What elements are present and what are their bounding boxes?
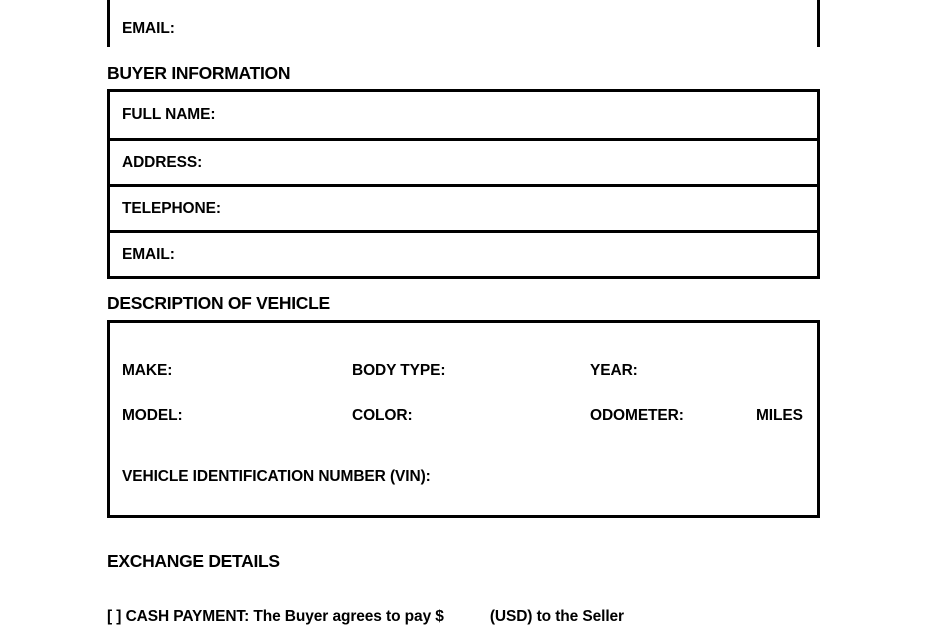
document-page	[107, 0, 820, 625]
vehicle-color-label: COLOR:	[352, 407, 413, 424]
buyer-information-heading: BUYER INFORMATION	[107, 63, 291, 83]
cash-payment-text-before: CASH PAYMENT: The Buyer agrees to pay $	[125, 608, 444, 625]
cash-payment-checkbox[interactable]: [ ]	[107, 608, 122, 625]
vehicle-make-label: MAKE:	[122, 362, 173, 379]
field-row-seller-email[interactable]	[110, 0, 817, 47]
buyer-full-name-label: FULL NAME:	[122, 106, 216, 123]
vehicle-model-label: MODEL:	[122, 407, 183, 424]
seller-email-box	[107, 0, 820, 47]
buyer-telephone-label: TELEPHONE:	[122, 199, 221, 217]
buyer-address-label: ADDRESS:	[122, 153, 203, 171]
vehicle-odometer-label: ODOMETER:	[590, 407, 684, 424]
buyer-email-label: EMAIL:	[122, 245, 175, 263]
table-row[interactable]	[110, 138, 817, 184]
vehicle-miles-unit-label: MILES	[756, 407, 803, 424]
vehicle-description-box	[107, 320, 820, 518]
table-row[interactable]	[110, 92, 817, 138]
vehicle-year-label: YEAR:	[590, 362, 638, 379]
description-of-vehicle-heading: DESCRIPTION OF VEHICLE	[107, 293, 330, 313]
exchange-details-heading: EXCHANGE DETAILS	[107, 551, 280, 571]
vehicle-vin-label: VEHICLE IDENTIFICATION NUMBER (VIN):	[122, 468, 431, 485]
seller-email-label: EMAIL:	[122, 20, 175, 37]
cash-payment-clause	[107, 609, 820, 625]
table-row[interactable]	[110, 230, 817, 276]
cash-payment-text-after: (USD) to the Seller	[489, 608, 624, 625]
buyer-information-table	[107, 89, 820, 279]
vehicle-body-type-label: BODY TYPE:	[352, 362, 446, 379]
table-row[interactable]	[110, 184, 817, 230]
